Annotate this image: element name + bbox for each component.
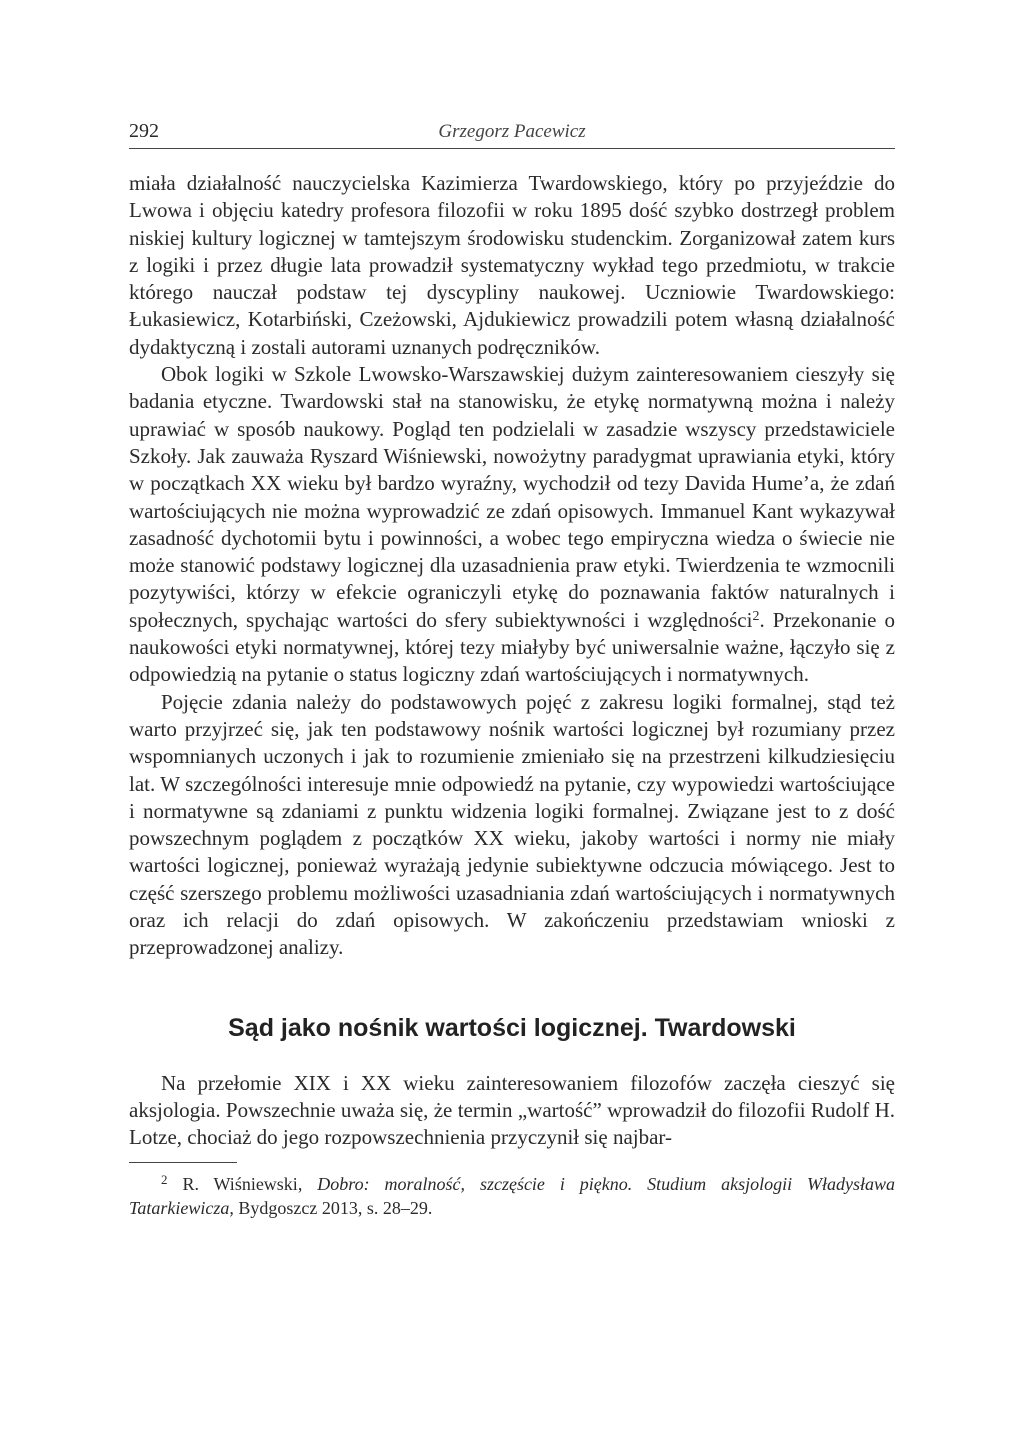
footnote-number: 2 — [161, 1171, 168, 1187]
page — [129, 116, 895, 1220]
paragraph-3: Pojęcie zdania należy do podstawowych pojęć z zakresu logiki formalnej, stąd też warto przyjrzeć się, jak ten podstawowy nośnik wartości logicznej był rozumiany przez wspomnianych uczonych i jak to rozumienie zmieniało się na przestrzeni kilkudziesięciu lat. W szczególności interesuje mnie odpowiedź na pytanie, czy wypowiedzi wartościujące i normatywne są zdaniami z punktu widzenia logiki formalnej. Związane jest to z dość powszechnym poglądem z początków XX wieku, jakoby wartości i normy nie miały wartości logicznej, ponieważ wyrażają jedynie subiektywne odczucia mówiącego. Jest to część szerszego problemu możliwości uzasadniania zdań wartościujących i normatywnych oraz ich relacji do zdań opisowych. W zakończeniu przedstawiam wnioski z przeprowadzonej analizy. — [129, 689, 895, 960]
section-heading: Sąd jako nośnik wartości logicznej. Twardowski — [228, 1013, 796, 1042]
paragraph-2-text-after: . Przekonanie o naukowości etyki normatywnej, której tezy miałyby być uniwersalnie ważne, łączyło się z odpowiedzią na pytanie o status logiczny zdań wartościujących i normatywnych. — [129, 607, 895, 687]
running-head-author: Grzegorz Pacewicz — [438, 121, 586, 142]
footnote-publication: Bydgoszcz 2013, s. 28–29. — [238, 1197, 433, 1218]
paragraph-2 — [129, 361, 895, 689]
footnote-title: Dobro: moralność, szczęście i piękno. Studium aksjologii Władysława Tatarkiewicza, — [129, 1173, 896, 1218]
paragraph-2-text-before: Obok logiki w Szkole Lwowsko-Warszawskiej dużym zainteresowaniem cieszyły się badania etyczne. Twardowski stał na stanowisku, że etykę normatywną można i należy uprawiać w sposób naukowy. Pogląd ten podzielali w zasadzie wszyscy przedstawiciele Szkoły. Jak zauważa Ryszard Wiśniewski, nowożytny paradygmat uprawiania etyki, który w początkach XX wieku był bardzo wyraźny, wychodził od tezy Davida Hume’a, że zdań wartościujących nie można wyprowadzić ze zdań opisowych. Immanuel Kant wykazywał zasadność dychotomii bytu i powinności, a wobec tego empiryczna wiedza o świecie nie może stanowić podstawy logicznej dla uzasadnienia praw etyki. Twierdzenia te wzmocnili pozytywiści, którzy w efekcie ograniczyli etykę do poznawania faktów naturalnych i społecznych, spychając wartości do sfery subiektywności i względności — [129, 362, 895, 632]
footnote-reference[interactable]: 2 — [752, 608, 760, 624]
page-number: 292 — [129, 120, 159, 142]
footnote — [129, 1172, 895, 1220]
section-paragraph-1: Na przełomie XIX i XX wieku zainteresowaniem filozofów zaczęła cieszyć się aksjologia. Powszechnie uważa się, że termin „wartość” wprowadził do filozofii Rudolf H. Lotze, chociaż do jego rozpowszechnienia przyczynił się najbar- — [129, 1070, 895, 1150]
body-text — [129, 170, 895, 1152]
paragraph-1: miała działalność nauczycielska Kazimierza Twardowskiego, który po przyjeździe do Lwowa i objęciu katedry profesora filozofii w roku 1895 dość szybko dostrzegł problem niskiej kultury logicznej w tamtejszym środowisku studenckim. Zorganizował zatem kurs z logiki i przez długie lata prowadził systematyczny wykład tego przedmiotu, w trakcie którego nauczał podstaw tej dyscypliny naukowej. Uczniowie Twardowskiego: Łukasiewicz, Kotarbiński, Czeżowski, Ajdukiewicz prowadzili potem własną działalność dydaktyczną i zostali autorami uznanych podręczników. — [129, 171, 895, 359]
footnote-author: R. Wiśniewski, — [182, 1173, 303, 1194]
running-header — [129, 116, 895, 149]
footnote-divider — [129, 1162, 237, 1163]
